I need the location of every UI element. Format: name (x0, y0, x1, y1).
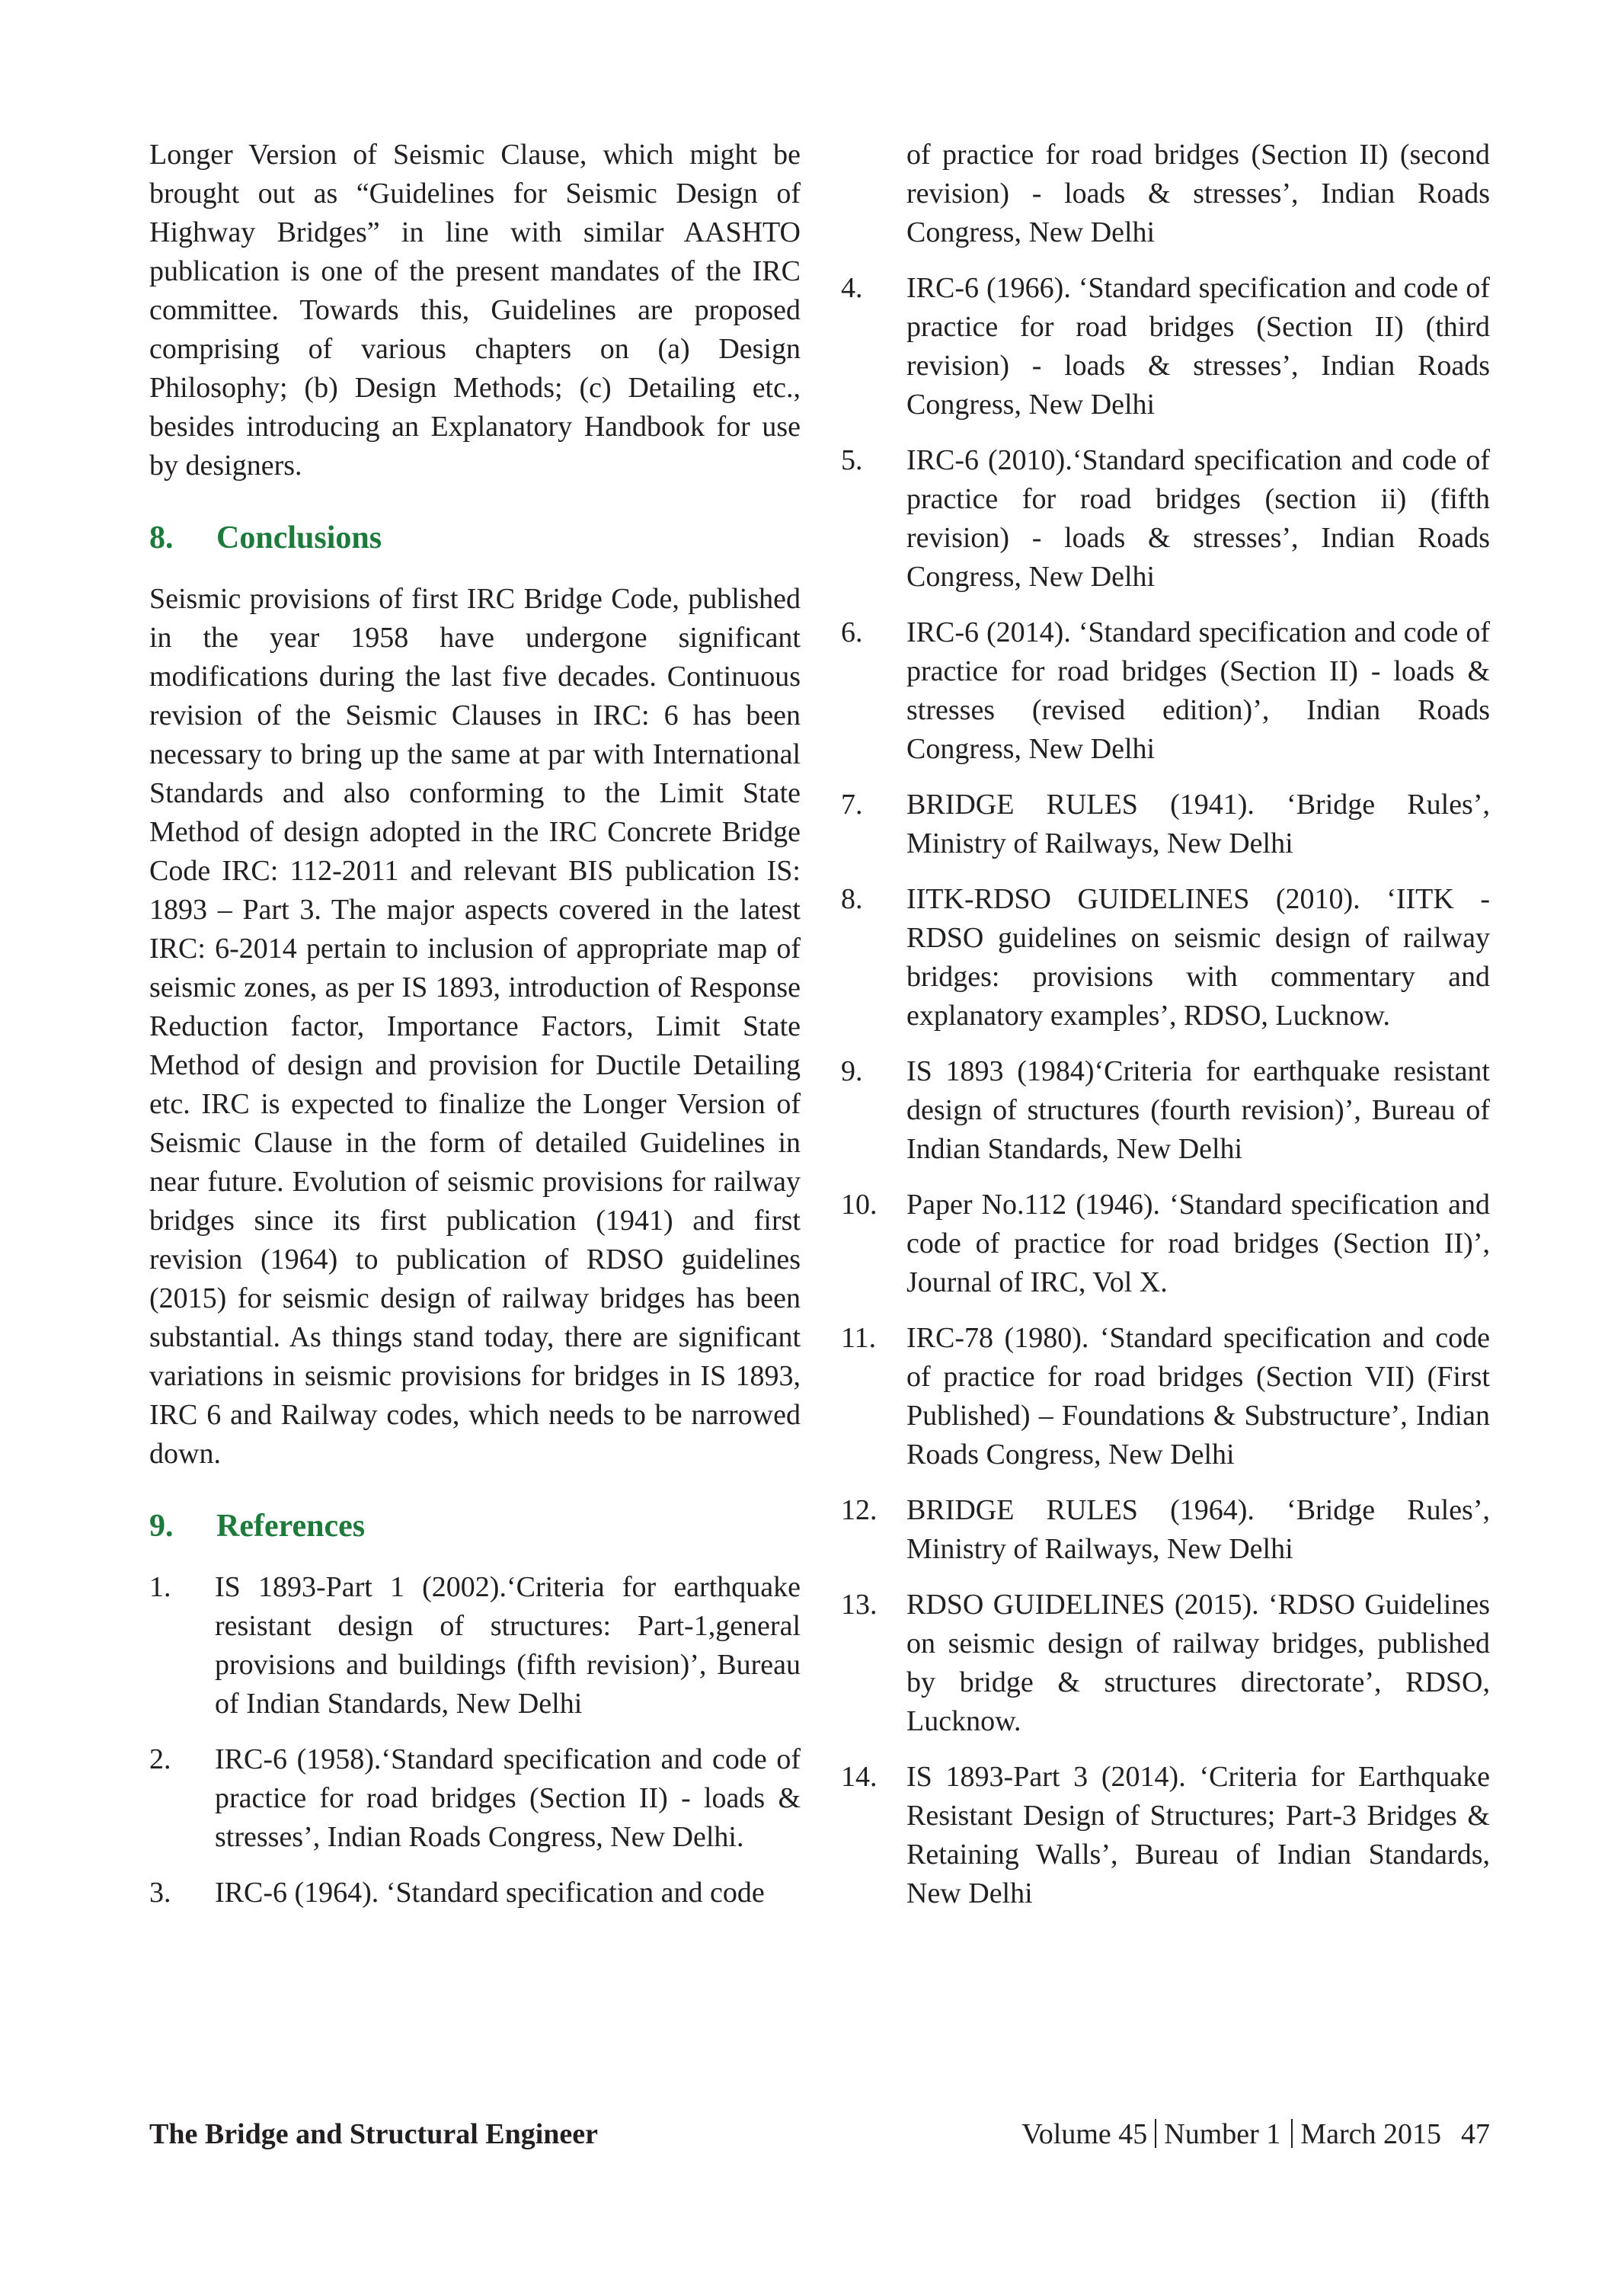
section-number: 9. (149, 1509, 174, 1544)
reference-number: 11. (841, 1322, 877, 1354)
reference-text: IRC-78 (1980). ‘Standard specification and code of practice for road bridges (Section VII) (First Published) – Foundations & Substructure’, Indian Roads Congress, New Delhi (906, 1322, 1490, 1471)
divider (1155, 2119, 1156, 2148)
reference-text: IRC-6 (2014). ‘Standard specification and code of practice for road bridges (Section II) - loads & stresses (revised edition)’, Indian Roads Congress, New Delhi (906, 616, 1490, 765)
reference-number: 13. (841, 1589, 878, 1621)
page-number: 47 (1461, 2118, 1490, 2150)
reference-text: IRC-6 (2010).‘Standard specification and code of practice for road bridges (section ii) (fifth revision) - loads & stresses’, Indian Roads Congress, New Delhi (906, 444, 1490, 593)
reference-number: 10. (841, 1189, 878, 1221)
reference-item (841, 1319, 1490, 1474)
reference-continuation: of practice for road bridges (Section II) (second revision) - loads & stresses’, Indian Roads Congress, New Delhi (906, 139, 1490, 248)
reference-item (149, 1740, 801, 1857)
reference-item (841, 1491, 1490, 1569)
reference-text: IITK-RDSO GUIDELINES (2010). ‘IITK - RDSO guidelines on seismic design of railway bridges: provisions with commentary and explanatory examples’, RDSO, Lucknow. (906, 883, 1490, 1032)
reference-item (841, 1586, 1490, 1741)
reference-text: IRC-6 (1958).‘Standard specification and code of practice for road bridges (Section II) - loads & stresses’, Indian Roads Congress, New Delhi. (215, 1743, 801, 1853)
reference-number: 2. (149, 1743, 171, 1775)
section-title: Conclusions (216, 520, 382, 555)
reference-number: 8. (841, 883, 863, 915)
reference-number: 7. (841, 789, 863, 821)
reference-item (841, 880, 1490, 1035)
reference-item (149, 1874, 801, 1912)
reference-list-right (841, 269, 1490, 1913)
reference-item (841, 269, 1490, 424)
intro-paragraph: Longer Version of Seismic Clause, which might be brought out as “Guidelines for Seismic Design of Highway Bridges” in line with similar AASHTO publication is one of the present mandates of the IRC committee. Towards this, Guidelines are proposed comprising of various chapters on (a) Design Philosophy; (b) Design Methods; (c) Detailing etc., besides introducing an Explanatory Handbook for use by designers. (149, 139, 801, 482)
page-footer (149, 2114, 1490, 2154)
section-heading-references (149, 1507, 801, 1545)
reference-item (841, 441, 1490, 597)
section-heading-conclusions (149, 519, 801, 557)
reference-number: 1. (149, 1571, 171, 1603)
reference-item (841, 1758, 1490, 1913)
reference-text: BRIDGE RULES (1941). ‘Bridge Rules’, Ministry of Railways, New Delhi (906, 789, 1490, 859)
reference-text: BRIDGE RULES (1964). ‘Bridge Rules’, Ministry of Railways, New Delhi (906, 1494, 1490, 1565)
reference-text: IS 1893-Part 3 (2014). ‘Criteria for Earthquake Resistant Design of Structures; Part-3 Bridges & Retaining Walls’, Bureau of Indian Standards, New Delhi (906, 1761, 1490, 1909)
reference-text: IRC-6 (1964). ‘Standard specification and code (215, 1877, 765, 1909)
reference-text: IRC-6 (1966). ‘Standard specification and code of practice for road bridges (Section II) (third revision) - loads & stresses’, Indian Roads Congress, New Delhi (906, 272, 1490, 421)
reference-number: 5. (841, 444, 863, 476)
reference-number: 4. (841, 272, 863, 304)
volume-label: Volume 45 (1021, 2118, 1148, 2150)
reference-list-left (149, 1568, 801, 1912)
reference-text: Paper No.112 (1946). ‘Standard specification and code of practice for road bridges (Section II)’, Journal of IRC, Vol X. (906, 1189, 1490, 1298)
section-title: References (216, 1509, 366, 1544)
reference-text: IS 1893-Part 1 (2002).‘Criteria for earthquake resistant design of structures: Part-1,general provisions and buildings (fifth revision)’, Bureau of Indian Standards, New Delhi (215, 1571, 801, 1720)
reference-number: 14. (841, 1761, 878, 1793)
reference-item (841, 613, 1490, 769)
reference-item (841, 1052, 1490, 1169)
reference-number: 12. (841, 1494, 878, 1526)
number-label: Number 1 (1164, 2118, 1281, 2150)
reference-item (841, 786, 1490, 863)
reference-text: RDSO GUIDELINES (2015). ‘RDSO Guidelines on seismic design of railway bridges, published by bridge & structures directorate’, RDSO, Lucknow. (906, 1589, 1490, 1737)
reference-text: IS 1893 (1984)‘Criteria for earthquake resistant design of structures (fourth revision)’, Bureau of Indian Standards, New Delhi (906, 1055, 1490, 1165)
reference-number: 3. (149, 1877, 171, 1909)
section-number: 8. (149, 520, 174, 555)
left-column (149, 136, 801, 1929)
divider (1291, 2119, 1293, 2148)
reference-item (149, 1568, 801, 1724)
reference-item (841, 1186, 1490, 1302)
reference-number: 6. (841, 616, 863, 648)
date-label: March 2015 (1300, 2118, 1441, 2150)
conclusions-paragraph: Seismic provisions of first IRC Bridge Code, published in the year 1958 have undergone significant modifications during the last five decades. Continuous revision of the Seismic Clauses in IRC: 6 has been necessary to bring up the same at par with International Standards and also conforming to the Limit State Method of design adopted in the IRC Concrete Bridge Code IRC: 112-2011 and relevant BIS publication IS: 1893 – Part 3. The major aspects covered in the latest IRC: 6-2014 pertain to inclusion of appropriate map of seismic zones, as per IS 1893, introduction of Response Reduction factor, Importance Factors, Limit State Method of design and provision for Ductile Detailing etc. IRC is expected to finalize the Longer Version of Seismic Clause in the form of detailed Guidelines in near future. Evolution of seismic provisions for railway bridges since its first publication (1941) and first revision (1964) to publication of RDSO guidelines (2015) for seismic design of railway bridges has been substantial. As things stand today, there are significant variations in seismic provisions for bridges in IS 1893, IRC 6 and Railway codes, which needs to be narrowed down. (149, 583, 801, 1470)
journal-title: The Bridge and Structural Engineer (149, 2118, 599, 2150)
issue-info (1021, 2114, 1490, 2154)
right-column (841, 136, 1490, 1930)
reference-number: 9. (841, 1055, 863, 1087)
